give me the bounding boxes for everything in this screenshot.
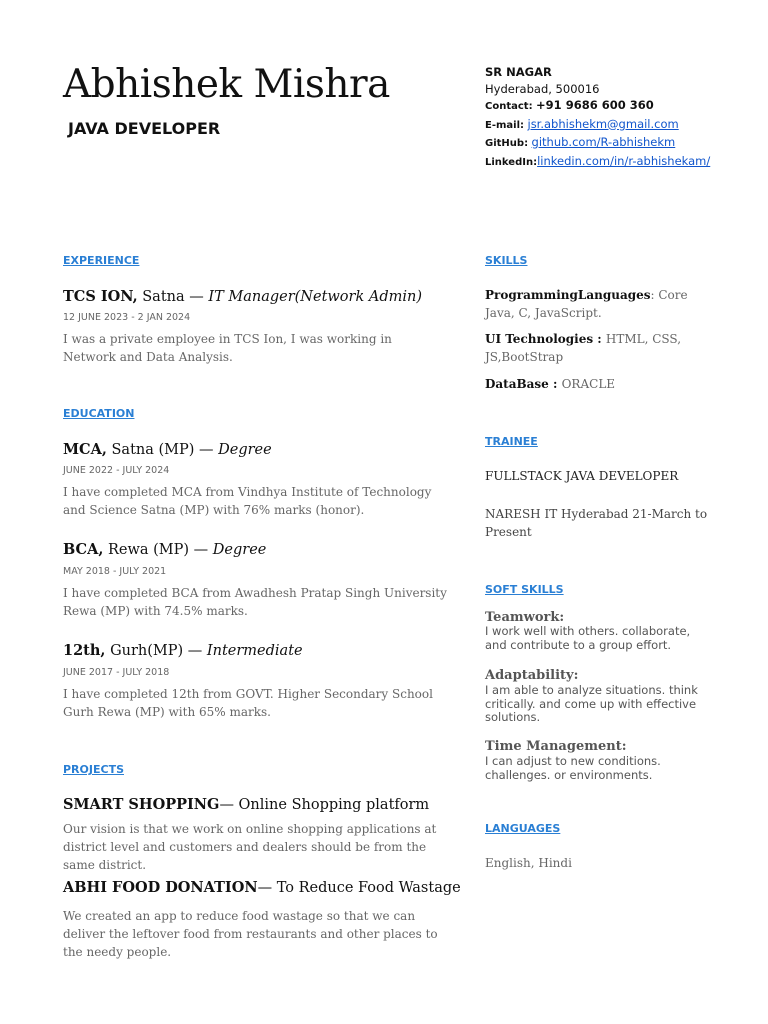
project-title: [63, 879, 461, 896]
soft-skill-title: Teamwork:: [485, 610, 565, 625]
education-title-bca: [63, 541, 266, 558]
soft-skill-desc: I can adjust to new conditions. challenges. or environments.: [485, 754, 661, 782]
education-degree: Degree: [218, 442, 272, 458]
trainee-heading: TRAINEE: [485, 435, 538, 448]
address-line-2: Hyderabad, 500016: [485, 81, 600, 96]
education-date: JUNE 2017 - JULY 2018: [63, 667, 170, 678]
skill-programming: [485, 286, 715, 322]
phone-number: +91 9686 600 360: [536, 98, 654, 112]
education-desc: I have completed MCA from Vindhya Institute of Technology and Science Satna (MP) with 76% marks (honor).: [63, 485, 432, 517]
soft-skill-title: Adaptability:: [485, 668, 579, 683]
soft-skills-heading: SOFT SKILLS: [485, 583, 564, 596]
phone-row: [485, 97, 710, 116]
skills-heading: SKILLS: [485, 254, 528, 267]
contact-label: Contact:: [485, 101, 537, 112]
education-date: JUNE 2022 - JULY 2024: [63, 465, 170, 476]
skill-label: DataBase :: [485, 377, 562, 391]
skill-label: UI Technologies :: [485, 332, 606, 346]
skill-value: HTML, CSS, JS,BootStrap: [485, 332, 682, 364]
skill-database: [485, 375, 715, 393]
education-degree: Intermediate: [206, 643, 303, 659]
education-place: Satna (MP) —: [106, 442, 219, 458]
github-row: [485, 134, 710, 153]
experience-desc: I was a private employee in TCS Ion, I was working in Network and Data Analysis.: [63, 332, 392, 364]
experience-title: [63, 288, 422, 305]
experience-date: 12 JUNE 2023 - 2 JAN 2024: [63, 312, 191, 323]
education-title-12th: [63, 642, 303, 659]
contact-block: [485, 64, 710, 171]
experience-heading: EXPERIENCE: [63, 254, 140, 267]
email-row: [485, 116, 710, 135]
project-subtitle: — Online Shopping platform: [219, 797, 430, 813]
soft-skill-desc: I work well with others. collaborate, and contribute to a group effort.: [485, 624, 691, 652]
email-link[interactable]: jsr.abhishekm@gmail.com: [527, 116, 679, 131]
experience-place: Satna —: [137, 289, 209, 305]
education-place: Rewa (MP) —: [103, 542, 213, 558]
github-link[interactable]: github.com/R-abhishekm: [531, 135, 676, 149]
skill-value: : Core Java, C, JavaScript.: [485, 288, 688, 320]
education-desc: I have completed 12th from GOVT. Higher Secondary School Gurh Rewa (MP) with 65% marks.: [63, 687, 433, 719]
education-title-mca: [63, 441, 272, 458]
experience-role: IT Manager(Network Admin): [208, 289, 422, 305]
job-role: JAVA DEVELOPER: [68, 119, 221, 138]
education-degree: Degree: [212, 542, 267, 558]
projects-heading: PROJECTS: [63, 763, 124, 776]
project-desc: We created an app to reduce food wastage so that we can deliver the leftover food from restaurants and other places to the needy people.: [63, 909, 438, 959]
project-desc: Our vision is that we work on online shopping applications at district level and customers and dealers should be from the same district.: [63, 822, 437, 872]
skill-ui: [485, 330, 685, 366]
project-name: ABHI FOOD DONATION: [63, 879, 258, 896]
education-date: MAY 2018 - JULY 2021: [63, 566, 167, 577]
languages-heading: LANGUAGES: [485, 822, 561, 835]
experience-org: TCS ION,: [63, 288, 138, 305]
candidate-name: Abhishek Mishra: [63, 62, 390, 107]
github-label: GitHub:: [485, 138, 532, 149]
trainee-title: FULLSTACK JAVA DEVELOPER: [485, 469, 679, 483]
linkedin-row: [485, 153, 710, 172]
soft-skill-title: Time Management:: [485, 739, 627, 754]
education-place: Gurh(MP) —: [105, 643, 207, 659]
education-heading: EDUCATION: [63, 407, 135, 420]
education-org: BCA,: [63, 541, 104, 558]
skill-value: ORACLE: [561, 377, 616, 391]
linkedin-link[interactable]: linkedin.com/in/r-abhishekam/: [537, 153, 711, 168]
email-label: E-mail:: [485, 119, 528, 131]
project-name: SMART SHOPPING: [63, 796, 220, 813]
project-title: [63, 796, 429, 813]
education-org: MCA,: [63, 441, 107, 458]
trainee-desc: NARESH IT Hyderabad 21-March to Present: [485, 507, 708, 539]
skill-label: ProgrammingLanguages: [485, 288, 651, 302]
soft-skill-desc: I am able to analyze situations. think critically. and come up with effective solutions.: [485, 683, 698, 724]
education-org: 12th,: [63, 642, 106, 659]
education-desc: I have completed BCA from Awadhesh Pratap Singh University Rewa (MP) with 74.5% marks.: [63, 586, 447, 618]
languages-value: English, Hindi: [485, 856, 572, 870]
project-subtitle: — To Reduce Food Wastage: [257, 880, 461, 896]
linkedin-label: LinkedIn:: [485, 156, 538, 168]
address-line-1: SR NAGAR: [485, 65, 552, 79]
